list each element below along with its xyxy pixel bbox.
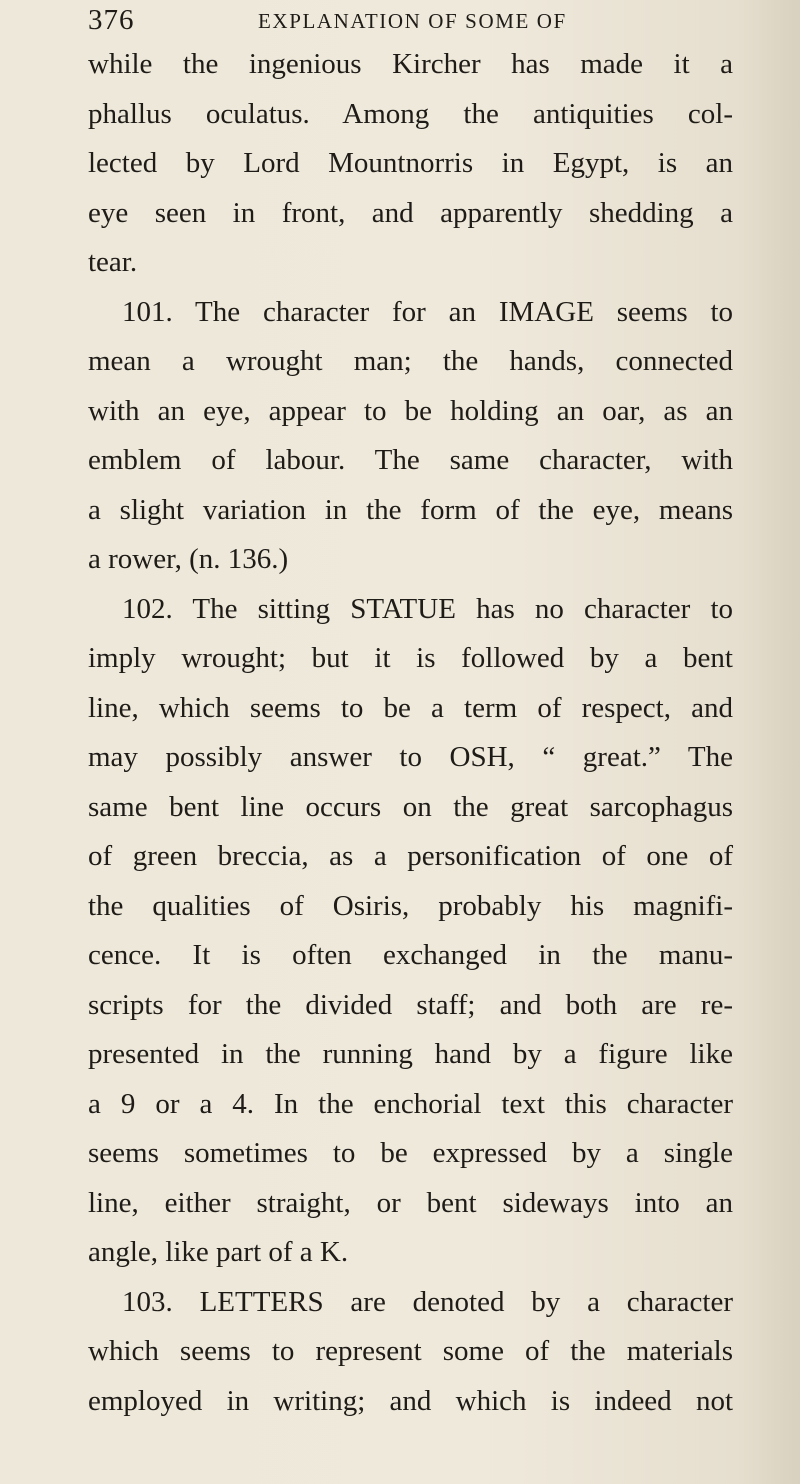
text-line: the qualities of Osiris, probably his magnifi- xyxy=(88,889,733,922)
text-line: a slight variation in the form of the eye, means xyxy=(88,493,733,526)
text-line: line, either straight, or bent sideways into an xyxy=(88,1186,733,1219)
text-line: line, which seems to be a term of respect, and xyxy=(88,691,733,724)
text-line: eye seen in front, and apparently shedding a xyxy=(88,196,733,229)
text-line: a 9 or a 4. In the enchorial text this character xyxy=(88,1087,733,1120)
running-head: EXPLANATION OF SOME OF xyxy=(258,9,567,33)
text-line: with an eye, appear to be holding an oar, as an xyxy=(88,394,733,427)
text-line: scripts for the divided staff; and both are re- xyxy=(88,988,733,1021)
text-line: a rower, (n. 136.) xyxy=(88,543,289,575)
paragraph-103-start: 103. LETTERS are denoted by a character xyxy=(122,1285,733,1318)
text-line: presented in the running hand by a figure like xyxy=(88,1038,733,1070)
text-line: phallus oculatus. Among the antiquities col- xyxy=(88,97,733,130)
text-line: while the ingenious Kircher has made it a xyxy=(88,48,733,80)
text-line: same bent line occurs on the great sarcophagus xyxy=(88,790,733,823)
text-line: tear. xyxy=(88,246,138,278)
text-line: emblem of labour. The same character, with xyxy=(88,444,733,476)
text-line: lected by Lord Mountnorris in Egypt, is an xyxy=(88,147,733,179)
text-line: angle, like part of a K. xyxy=(88,1236,349,1268)
text-line: cence. It is often exchanged in the manu- xyxy=(88,939,733,971)
text-line: mean a wrought man; the hands, connected xyxy=(88,345,733,377)
text-line: which seems to represent some of the materials xyxy=(88,1335,733,1367)
page-number: 376 xyxy=(88,4,135,36)
text-line: employed in writing; and which is indeed not xyxy=(88,1384,733,1417)
body-text xyxy=(88,40,733,1426)
paragraph-101-start: 101. The character for an IMAGE seems to xyxy=(122,295,733,328)
paragraph-102-start: 102. The sitting STATUE has no character to xyxy=(122,592,733,625)
text-line: imply wrought; but it is followed by a bent xyxy=(88,642,733,674)
text-line: of green breccia, as a personification of one of xyxy=(88,840,733,872)
text-line: may possibly answer to OSH, “ great.” The xyxy=(88,741,733,773)
text-line: seems sometimes to be expressed by a single xyxy=(88,1137,733,1169)
